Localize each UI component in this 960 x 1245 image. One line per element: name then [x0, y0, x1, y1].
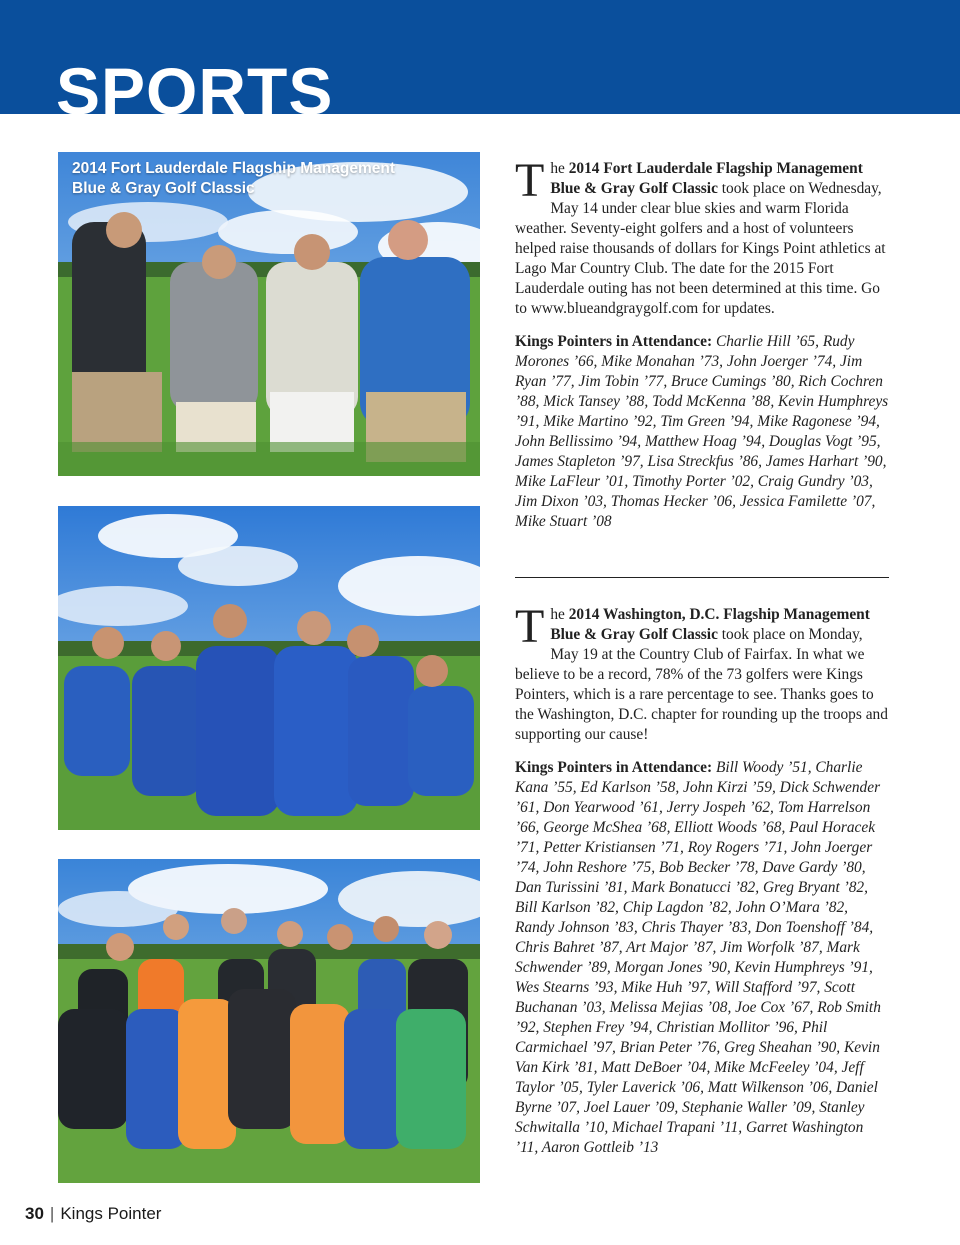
article-fort-lauderdale [515, 154, 890, 532]
attendance-names: Charlie Hill ’65, Rudy Morones ’66, Mike Monahan ’73, John Joerger ’74, Jim Ryan ’77, Jim Tobin ’77, Bruce Cumings ’80, Rich Cochren ’88, Mick Tansey ’88, Todd McKenna ’88, Kevin Humphreys ’91, Mike Martino ’92, Tim Green ’94, Mike Ragonese ’94, John Bellissimo ’94, Matthew Hoag ’94, Douglas Vogt ’95, James Stapleton ’97, Lisa Streckfus ’86, James Harhart ’90, Mike LaFleur ’01, Timothy Porter ’02, Craig Gundry ’03, Jim Dixon ’03, Thomas Hecker ’06, Jessica Familette ’07, Mike Stuart ’08 [515, 333, 889, 530]
page-footer [25, 1203, 161, 1225]
golf-photo-2-image [58, 506, 480, 830]
article-intro [515, 154, 890, 319]
intro-lead: he [550, 160, 569, 177]
attendance-label: Kings Pointers in Attendance: [515, 759, 713, 776]
event-name: 2014 Washington, D.C. Flagship Management Blue & Gray Golf Classic [550, 606, 870, 643]
attendance-label: Kings Pointers in Attendance: [515, 333, 713, 350]
photo-caption [72, 159, 395, 198]
golf-photo-large-group [58, 859, 480, 1183]
header-band [0, 0, 960, 128]
golf-photo-washington-group [58, 506, 480, 830]
golf-photo-1-image [58, 152, 480, 476]
footer-separator: | [49, 1204, 55, 1223]
article-body: took place on Wednesday, May 14 under clear blue skies and warm Florida weather. Seventy-eight golfers and a host of volunteers helped raise thousands of dollars for Kings Point athletics at Lago Mar Country Club. The date for the 2015 Fort Lauderdale outing has not been determined at this time. Go to www.blueandgraygolf.com for updates. [515, 180, 886, 317]
attendance-paragraph [515, 758, 890, 1158]
page-number: 30 [25, 1204, 44, 1223]
photo-caption-line-2: Blue & Gray Golf Classic [72, 179, 255, 197]
drop-cap: T [515, 154, 545, 207]
photo-caption-line-1: 2014 Fort Lauderdale Flagship Management [72, 160, 395, 177]
attendance-names: Bill Woody ’51, Charlie Kana ’55, Ed Karlson ’58, John Kirzi ’59, Dick Schwender ’61, Don Yearwood ’61, Jerry Jospeh ’62, Tom Harrelson ’66, George McShea ’68, Elliott Woods ’68, Paul Horacek ’71, Petter Kristiansen ’71, Roy Rogers ’71, John Joerger ’74, John Reshore ’75, Bob Becker ’78, Dave Gardy ’80, Dan Turissini ’81, Mark Bonatucci ’82, Greg Bryant ’82, Bill Karlson ’82, Chip Lagdon ’82, John O’Mara ’82, Randy Johnson ’83, Chris Thayer ’83, Don Toenshoff ’84, Chris Bahret ’87, Art Major ’87, Jim Worfolk ’87, Mark Schwender ’89, Morgan Jones ’90, Kevin Humphreys ’91, Wes Stearns ’93, Mike Huh ’97, Will Stafford ’97, Scott Buchanan ’03, Melissa Mejias ’08, Joe Cox ’67, Rob Smith ’92, Stephen Frey ’94, Christian Mollitor ’96, Phil Carmichael ’97, Brian Peter ’76, Greg Sheahan ’90, Kevin Van Kirk ’81, Matt DeBoer ’04, Mike McFeeley ’04, Jeff Taylor ’05, Tyler Laverick ’06, Matt Wilkenson ’06, Daniel Byrne ’07, Joel Lauer ’09, Stephanie Waller ’09, Stanley Schwitalla ’10, Michael Trapani ’11, Garret Washington ’11, Aaron Gottleib ’13 [515, 759, 881, 1156]
golf-photo-3-image [58, 859, 480, 1183]
publication-name: Kings Pointer [60, 1204, 162, 1223]
article-body: took place on Monday, May 19 at the Country Club of Fairfax. In what we believe to be a record, 78% of the 73 golfers were Kings Pointers, which is a rare percentage to see. Thanks goes to the Washington, D.C. chapter for rounding up the troops and supporting our cause! [515, 626, 888, 743]
article-intro [515, 600, 890, 745]
golf-photo-fort-lauderdale [58, 152, 480, 476]
section-title: SPORTS [56, 54, 334, 128]
intro-lead: he [550, 606, 569, 623]
event-name: 2014 Fort Lauderdale Flagship Management Blue & Gray Golf Classic [550, 160, 863, 197]
drop-cap: T [515, 600, 545, 653]
article-divider [515, 577, 889, 578]
attendance-paragraph [515, 332, 890, 532]
article-washington-dc [515, 600, 890, 1158]
